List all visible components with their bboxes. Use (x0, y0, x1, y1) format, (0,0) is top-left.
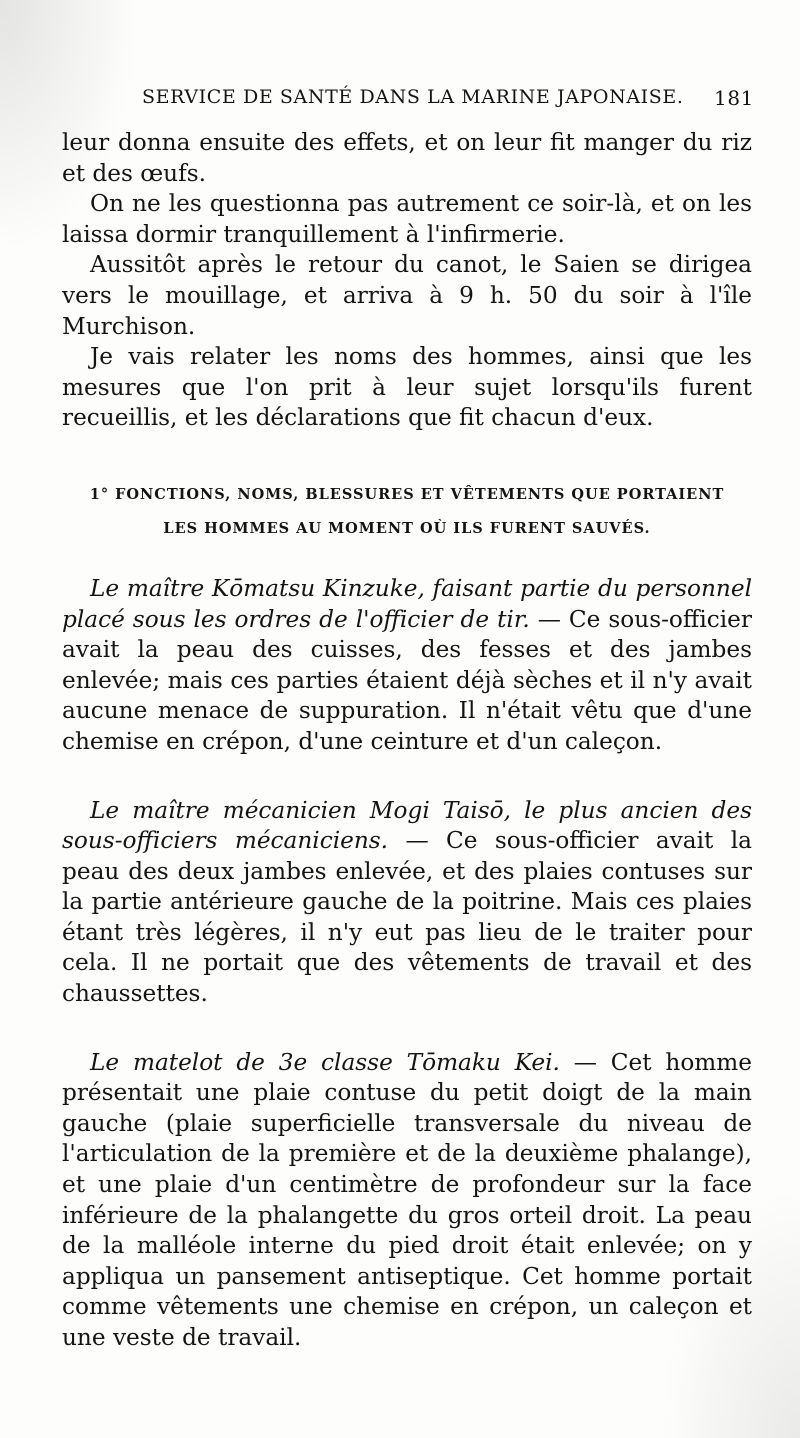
entry-text: — Ce sous-officier avait la peau des cuisses, des fesses et des jambes enlevée; mais ces parties étaient déjà sèches et il n'y avait aucune menace de suppuration. Il n'était vêtu que d'une chemise en crépon, d'une ceinture et d'un caleçon. (62, 605, 752, 755)
section-heading-line: LES HOMMES AU MOMENT OÙ ILS FURENT SAUVÉS. (163, 519, 651, 537)
paragraph: On ne les questionna pas autrement ce soir-là, et on les laissa dormir tranquillement à l'infirmerie. (62, 190, 752, 248)
paragraph: Aussitôt après le retour du canot, le Saien se dirigea vers le mouillage, et arriva à 9 h. 50 du soir à l'île Murchison. (62, 251, 752, 340)
running-title: SERVICE DE SANTÉ DANS LA MARINE JAPONAISE. (142, 86, 684, 108)
entry-text: — Cet homme présentait une plaie contuse du petit doigt de la main gauche (plaie superficielle transversale du niveau de l'articulation de la première et de la deuxième phalange), et une plaie d'un centimètre de profondeur sur la face inférieure de la phalangette du gros orteil droit. La peau de la malléole interne du pied droit était enlevée; on y appliqua un pansement antiseptique. Cet homme portait comme vêtements une chemise en crépon, un caleçon et une veste de travail. (62, 1048, 752, 1351)
entry-mogi (62, 796, 752, 1010)
section-heading (62, 478, 752, 546)
entry-lead: Le matelot de 3e classe Tōmaku Kei. (90, 1048, 560, 1076)
body-text (62, 128, 752, 1354)
entry-lead: Le maître mécanicien Mogi Taisō, le plus ancien des sous-officiers mécaniciens. (62, 796, 752, 855)
paragraph-continuation: leur donna ensuite des effets, et on leur fit manger du riz et des œufs. (62, 129, 752, 187)
section-heading-line: 1° FONCTIONS, NOMS, BLESSURES ET VÊTEMENTS QUE PORTAIENT (89, 485, 725, 503)
paragraph: Je vais relater les noms des hommes, ainsi que les mesures que l'on prit à leur sujet lorsqu'ils furent recueillis, et les déclarations que fit chacun d'eux. (62, 343, 752, 432)
entry-tomaku (62, 1048, 752, 1354)
page-number: 181 (714, 86, 754, 110)
entry-lead: Le maître Kōmatsu Kinzuke, faisant partie du personnel placé sous les ordres de l'officier de tir. (62, 574, 752, 633)
entry-komatsu (62, 574, 752, 758)
entry-text: — Ce sous-officier avait la peau des deux jambes enlevée, et des plaies contuses sur la partie antérieure gauche de la poitrine. Mais ces plaies étant très légères, il n'y eut pas lieu de le traiter pour cela. Il ne portait que des vêtements de travail et des chaussettes. (62, 827, 753, 1008)
running-header (118, 84, 754, 112)
